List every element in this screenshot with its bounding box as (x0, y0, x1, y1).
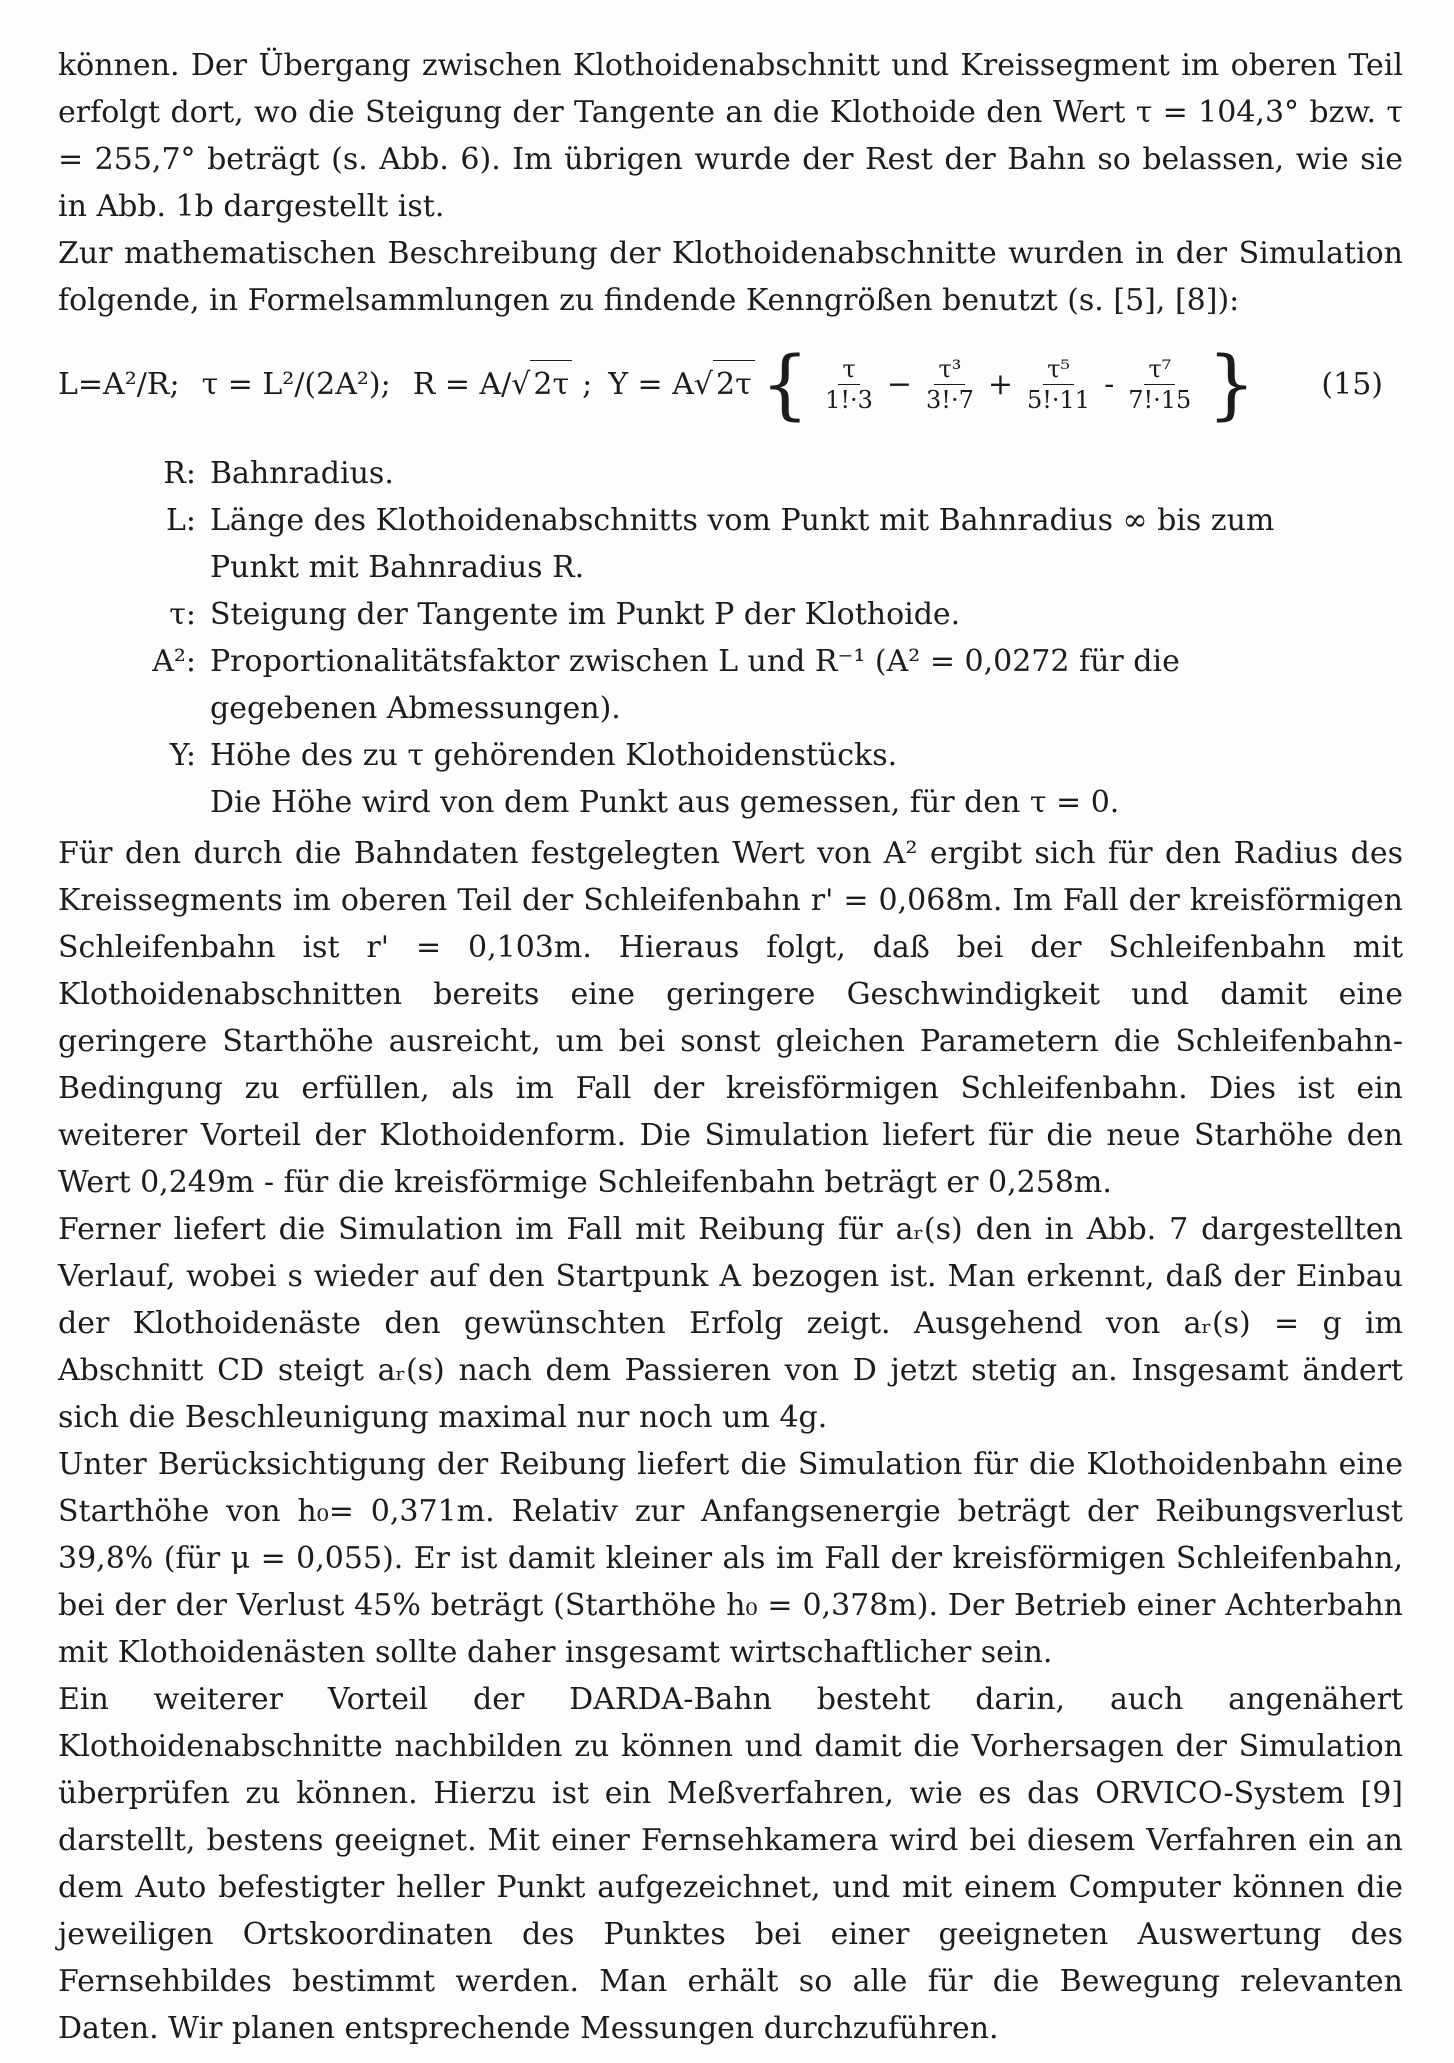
equation-number: (15) (1321, 366, 1383, 402)
definition-symbol: A²: (152, 644, 196, 679)
equation-part-R-root: 2τ (530, 360, 572, 408)
brace-close: } (1207, 339, 1256, 428)
equation-15 (58, 338, 1403, 430)
series-term-2 (922, 354, 978, 415)
term-numerator: τ³ (934, 354, 965, 385)
equation-part-L: L=A²/R; (58, 366, 180, 402)
definition-symbol: L: (165, 503, 196, 538)
definition-text: Steigung der Tangente im Punkt P der Klothoide. (210, 597, 961, 632)
term-numerator: τ⁷ (1144, 354, 1175, 385)
paragraph-4: Ferner liefert die Simulation im Fall mit Reibung für aᵣ(s) den in Abb. 7 dargestellten Verlauf, wobei s wieder auf den Startpunk A bezogen ist. Man erkennt, daß der Einbau der Klothoidenäste den gewünschten Erfolg zeigt. Ausgehend von aᵣ(s) = g im Abschnitt CD steigt aᵣ(s) nach dem Passieren von D jetzt stetig an. Insgesamt ändert sich die Beschleunigung maximal nur noch um 4g. (58, 1212, 1403, 1435)
equation-part-tau: τ = L²/(2A²); (201, 366, 391, 402)
definition-symbol: R: (163, 456, 196, 491)
term-numerator: τ (838, 354, 859, 385)
term-denominator: 7!·15 (1128, 385, 1192, 414)
term-operator: − (886, 366, 913, 402)
paragraph-5: Unter Berücksichtigung der Reibung liefert die Simulation für die Klothoidenbahn eine Starthöhe von h₀= 0,371m. Relativ zur Anfangsenergie beträgt der Reibungsverlust 39,8% (für μ = 0,055). Er ist damit kleiner als im Fall der kreisförmigen Schleifenbahn, bei der der Verlust 45% beträgt (Starthöhe h₀ = 0,378m). Der Betrieb einer Achterbahn mit Klothoidenästen sollte daher insgesamt wirtschaftlicher sein. (58, 1447, 1403, 1670)
equation-part-Y-root: 2τ (713, 360, 755, 408)
paragraph-1: können. Der Übergang zwischen Klothoidenabschnitt und Kreissegment im oberen Teil erfolgt dort, wo die Steigung der Tangente an die Klothoide den Wert τ = 104,3° bzw. τ = 255,7° beträgt (s. Abb. 6). Im übrigen wurde der Rest der Bahn so belassen, wie sie in Abb. 1b dargestellt ist. (58, 48, 1403, 224)
series-term-1 (821, 354, 877, 415)
series-term-4 (1124, 354, 1195, 415)
paragraph-2: Zur mathematischen Beschreibung der Klothoidenabschnitte wurden in der Simulation folgende, in Formelsammlungen zu findende Kenngrößen benutzt (s. [5], [8]): (58, 236, 1403, 318)
definition-text: Proportionalitätsfaktor zwischen L und R⁻¹ (A² = 0,0272 für die gegebenen Abmessungen). (210, 644, 1180, 726)
definition-row (58, 732, 1403, 779)
term-numerator: τ⁵ (1043, 354, 1074, 385)
definition-symbol: Y: (169, 738, 196, 773)
sqrt-symbol: √ (511, 366, 531, 402)
equation-part-R-prefix: R = A/ (412, 366, 512, 402)
series-term-3 (1023, 354, 1094, 415)
paragraph-6: Ein weiterer Vorteil der DARDA-Bahn besteht darin, auch angenähert Klothoidenabschnitte nachbilden zu können und damit die Vorhersagen der Simulation überprüfen zu können. Hierzu ist ein Meßverfahren, wie es das ORVICO-System [9] darstellt, bestens geeignet. Mit einer Fernsehkamera wird bei diesem Verfahren ein an dem Auto befestigter heller Punkt aufgezeichnet, und mit einem Computer können die jeweiligen Ortskoordinaten des Punktes bei einer geeigneten Auswertung des Fernsehbildes bestimmt werden. Man erhält so alle für die Bewegung relevanten Daten. Wir planen entsprechende Messungen durchzuführen. (58, 1682, 1403, 2046)
definition-note-row (58, 779, 1403, 826)
definition-symbol: τ: (169, 597, 196, 632)
text-column (58, 42, 1403, 2052)
term-denominator: 1!·3 (825, 385, 873, 414)
term-denominator: 5!·11 (1026, 385, 1091, 414)
equation-body (58, 339, 1262, 428)
brace-open: { (760, 339, 810, 428)
definition-row (58, 497, 1403, 591)
definition-text: Höhe des zu τ gehörenden Klothoidenstücks. (210, 738, 898, 773)
symbol-definitions (58, 450, 1403, 826)
definition-row (58, 638, 1403, 732)
paragraph-3: Für den durch die Bahndaten festgelegten Wert von A² ergibt sich für den Radius des Kreissegments im oberen Teil der Schleifenbahn r' = 0,068m. Im Fall der kreisförmigen Schleifenbahn ist r' = 0,103m. Hieraus folgt, daß bei der Schleifenbahn mit Klothoidenabschnitten bereits eine geringere Geschwindigkeit und damit eine geringere Starthöhe ausreicht, um bei sonst gleichen Parametern die Schleifenbahn-Bedingung zu erfüllen, als im Fall der kreisförmigen Schleifenbahn. Dies ist ein weiterer Vorteil der Klothoidenform. Die Simulation liefert für die neue Starhöhe den Wert 0,249m - für die kreisförmige Schleifenbahn beträgt er 0,258m. (58, 836, 1403, 1200)
definition-text: Bahnradius. (210, 456, 394, 491)
definition-row (58, 450, 1403, 497)
sqrt-symbol: √ (693, 366, 714, 402)
definition-note: Die Höhe wird von dem Punkt aus gemessen, für den τ = 0. (210, 785, 1120, 820)
definition-row (58, 591, 1403, 638)
term-denominator: 3!·7 (926, 385, 974, 414)
definition-text: Länge des Klothoidenabschnitts vom Punkt mit Bahnradius ∞ bis zum Punkt mit Bahnradius R. (210, 503, 1275, 585)
term-operator: - (1104, 366, 1115, 402)
equation-part-R-suffix: ; (582, 366, 593, 402)
term-operator: + (987, 366, 1013, 402)
equation-part-Y-prefix: Y = A (608, 366, 694, 402)
